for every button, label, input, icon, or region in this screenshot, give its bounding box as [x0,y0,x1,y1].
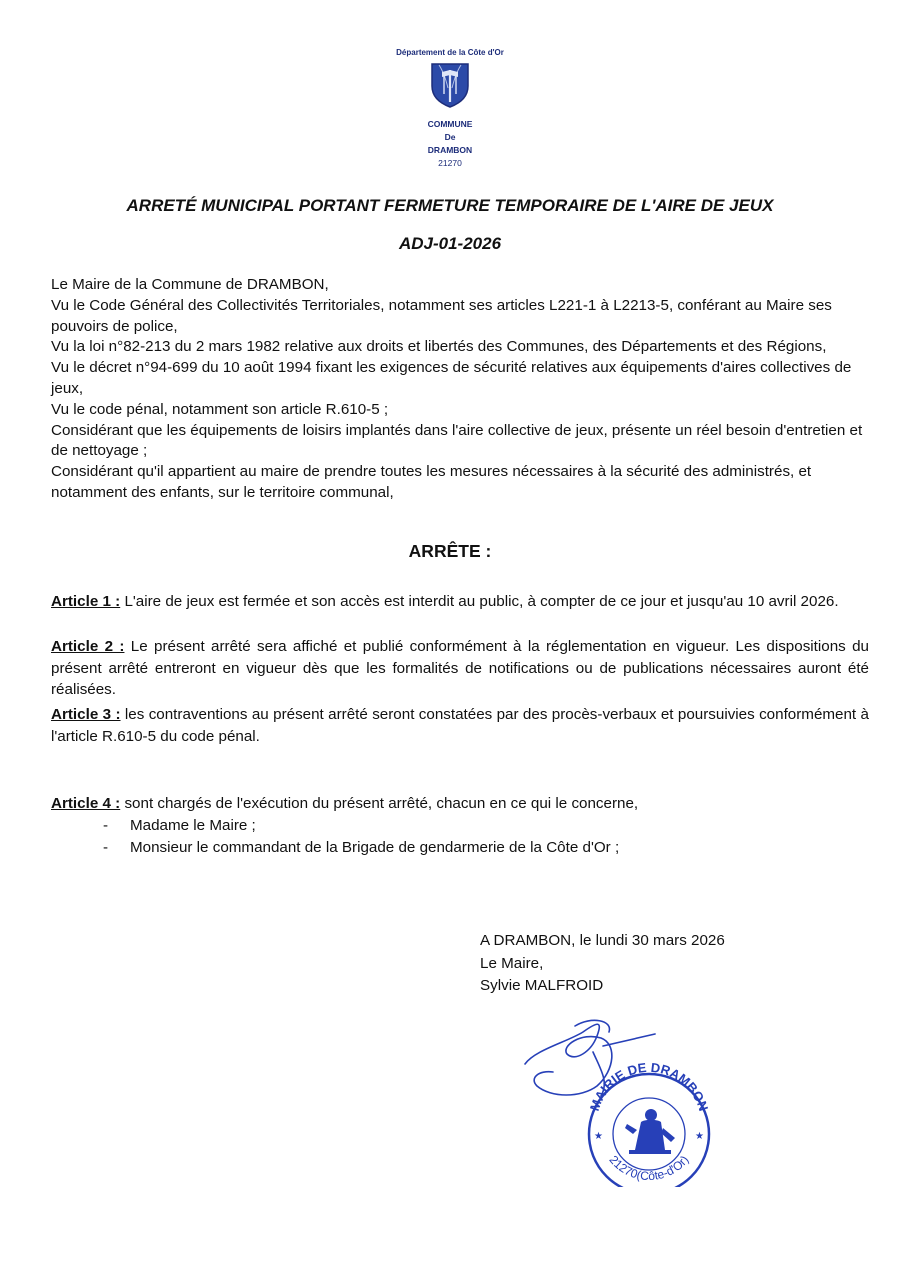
list-item: - Madame le Maire ; [103,815,619,837]
preamble-line: Considérant que les équipements de loisirs implantés dans l'aire collective de jeux, présente un réel besoin d'entretien et de nettoyage ; [51,421,863,460]
commune-line: COMMUNE [427,119,473,129]
stamp-top-text: MAIRIE DE DRAMBON [586,1059,712,1113]
preamble-line: Vu le Code Général des Collectivités Territoriales, notamment ses articles L221-1 à L2213-5, conférant au Maire ses pouvoirs de police, [51,296,832,335]
postal-code: 21270 [438,158,462,168]
document-reference: ADJ-01-2026 [398,234,502,253]
svg-text:★: ★ [594,1131,603,1142]
article-label: Article 3 : [51,706,121,723]
place-date: A DRAMBON, le lundi 30 mars 2026 [480,932,725,949]
department-label: Département de la Côte d'Or [396,48,504,57]
article-label: Article 1 : [51,593,121,610]
stamp-bottom-text: 21270(Côte-d'Or) [606,1152,692,1184]
article-1 [51,591,869,613]
article-text: L'aire de jeux est fermée et son accès est interdit au public, à compter de ce jour et jusqu'au 10 avril 2026. [124,593,839,610]
letterhead [0,48,900,170]
decision-heading: ARRÊTE : [408,541,492,561]
svg-text:MAIRIE DE DRAMBON [587,1060,711,1113]
article-text: sont chargés de l'exécution du présent arrêté, chacun en ce qui le concerne, [124,795,639,812]
article-3 [51,704,869,747]
signatory-name: Sylvie MALFROID [480,977,604,994]
list-item: - Monsieur le commandant de la Brigade de gendarmerie de la Côte d'Or ; [103,837,619,859]
preamble-line: Le Maire de la Commune de DRAMBON, [51,276,329,293]
article-label: Article 2 : [51,638,125,655]
preamble-line: Vu le décret n°94-699 du 10 août 1994 fixant les exigences de sécurité relatives aux équipements d'aires collectives de jeux, [51,359,852,397]
commune-block [0,118,900,170]
signatory-role: Le Maire, [480,954,544,972]
commune-name: DRAMBON [427,145,473,155]
svg-text:21270(Côte-d'Or) [606,1153,691,1183]
preamble [51,275,871,504]
signature-block [480,930,725,998]
handwritten-signature [525,1020,655,1096]
preamble-line: Vu la loi n°82-213 du 2 mars 1982 relative aux droits et libertés des Communes, des Départements et des Régions, [51,338,827,356]
preamble-line: Vu le code pénal, notamment son article R.610-5 ; [51,400,389,418]
preamble-line: Considérant qu'il appartient au maire de prendre toutes les mesures nécessaires à la sécurité des administrés, et notamment des enfants, sur le territoire communal, [51,463,812,501]
official-stamp [505,1012,720,1187]
article-4 [51,793,869,815]
coat-of-arms-icon [430,62,470,108]
commune-line: De [444,132,456,142]
marianne-emblem-icon [625,1109,675,1154]
article-text: Le présent arrêté sera affiché et publié conformément à la réglementation en vigueur. Les dispositions du présent arrêté entreront en vigueur dès que les formalités de notifications ou de publications nécessaires auront été réalisées. [51,638,869,698]
article-label: Article 4 : [51,795,121,812]
svg-text:★: ★ [695,1131,704,1142]
article-4-list [103,815,619,859]
document-title: ARRETÉ MUNICIPAL PORTANT FERMETURE TEMPORAIRE DE L'AIRE DE JEUX [126,196,774,215]
article-2 [51,636,869,701]
article-text: les contraventions au présent arrêté seront constatées par des procès-verbaux et poursuivies conformément à l'article R.610-5 du code pénal. [51,706,869,745]
